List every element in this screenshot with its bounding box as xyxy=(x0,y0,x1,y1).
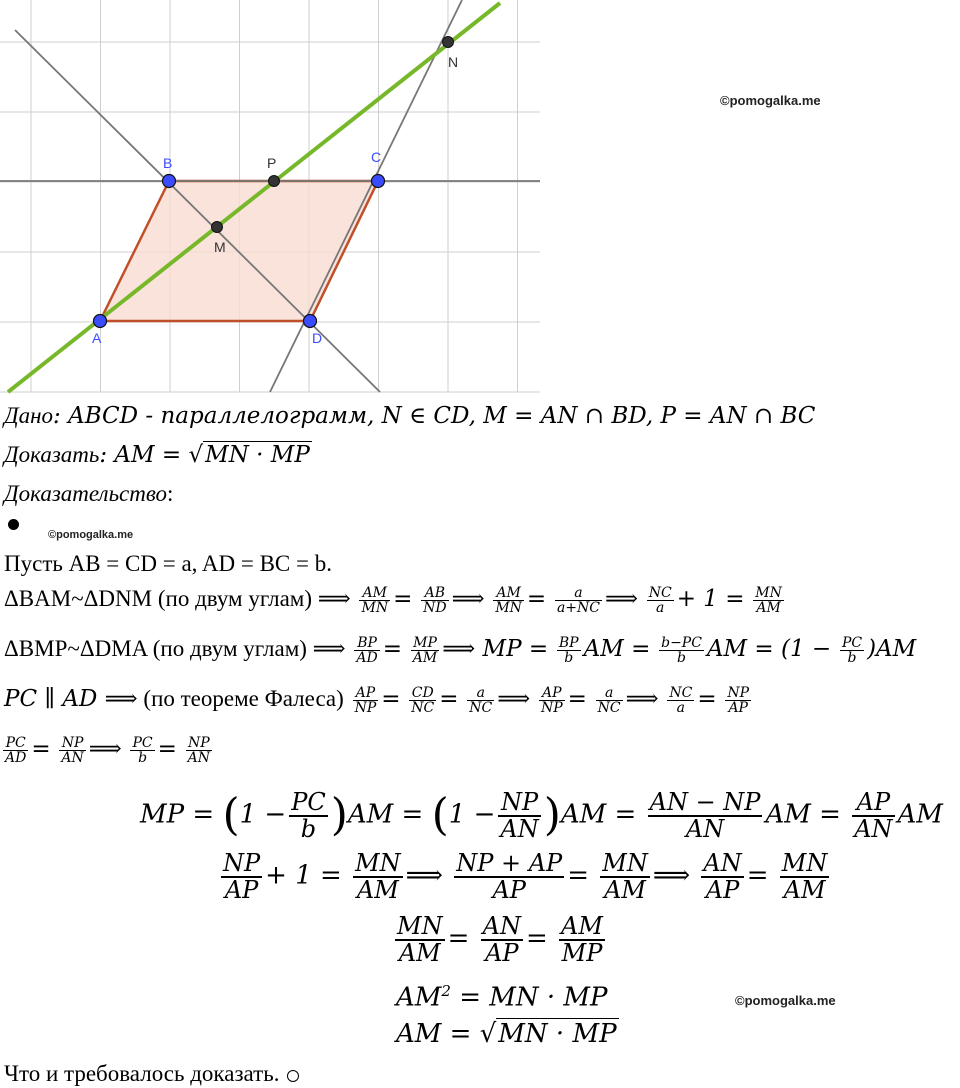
similarity-bam-dnm: ΔBAM~ΔDNM (по двум углам) ⟹ $\frac{AM}{MN}$ = $\frac{AB}{ND}$ ⟹ $\frac{AM}{MN}$ = $\frac{a}{a+NC}$ ⟹ $\frac{NC}{a}$ + 1 = $\frac{MN}{AM}$ xyxy=(4,585,782,616)
am-squared: $AM^2$ = MN · MP xyxy=(396,982,608,1013)
conclusion-line: Что и требовалось доказать. xyxy=(4,1062,299,1085)
watermark-bottom: ©pomogalka.me xyxy=(735,993,836,1008)
label-a: A xyxy=(92,330,102,346)
point-a xyxy=(94,315,107,328)
label-m: M xyxy=(214,239,226,255)
label-d: D xyxy=(312,330,323,346)
ratio-pc-ad: $\frac{PC}{AD}$ = $\frac{NP}{AN}$ ⟹ $\frac{PC}{b}$ = $\frac{NP}{AN}$ xyxy=(5,735,211,766)
point-b xyxy=(163,175,176,188)
watermark-top: ©pomogalka.me xyxy=(720,93,821,108)
label-p: P xyxy=(267,155,277,171)
geometry-figure xyxy=(0,0,540,395)
am-result: AM = √MN · MP xyxy=(396,1019,617,1049)
watermark-mid: ©pomogalka.me xyxy=(48,529,134,541)
label-c: C xyxy=(371,149,382,165)
similarity-bmp-dma: ΔBMP~ΔDMA (по двум углам) ⟹ $\frac{BP}{AD}$ = $\frac{MP}{AM}$ ⟹ MP = $\frac{BP}{b}$ AM = $\frac{b-PC}{b}$ AM = (1 − $\frac{PC}{b}$ )AM xyxy=(4,635,917,666)
bullet-marker xyxy=(8,519,19,530)
point-d xyxy=(304,315,317,328)
thales-line: PC ∥ AD ⟹ (по теореме Фалеса) $\frac{AP}{NP}$ = $\frac{CD}{NC}$ = $\frac{a}{NC}$ ⟹ $\frac{AP}{NP}$ = $\frac{a}{NC}$ ⟹ $\frac{NC}{a}$ = $\frac{NP}{AP}$ xyxy=(4,685,750,716)
label-n: N xyxy=(448,54,459,70)
end-marker-icon xyxy=(287,1070,299,1082)
prove-line: Доказать: AM = √MN · MP xyxy=(4,442,310,468)
point-p xyxy=(269,176,280,187)
label-b: B xyxy=(163,155,173,171)
ratio-chain: $\frac{MN}{AM}$ = $\frac{AN}{AP}$ = $\frac{AM}{MP}$ xyxy=(397,912,603,967)
point-n xyxy=(443,37,454,48)
let-line: Пусть AB = CD = a, AD = BC = b. xyxy=(4,551,332,576)
point-m xyxy=(212,222,223,233)
proof-heading: Доказательство: xyxy=(4,481,174,506)
line-an xyxy=(8,3,500,392)
given-line: Дано: ABCD - параллелограмм, N ∈ CD, M = AN ∩ BD, P = AN ∩ BC xyxy=(4,403,816,429)
np-ap-derivation: $\frac{NP}{AP}$ + 1 = $\frac{MN}{AM}$ ⟹ $\frac{NP + AP}{AP}$ = $\frac{MN}{AM}$ ⟹ $\frac{AN}{AP}$ = $\frac{MN}{AM}$ xyxy=(223,849,828,904)
point-c xyxy=(372,175,385,188)
mp-derivation: MP = (1 − $\frac{PC}{b}$ )AM = (1 − $\frac{NP}{AN}$ )AM = $\frac{AN - NP}{AN}$ AM = $\frac{AP}{AN}$ AM xyxy=(140,788,943,843)
